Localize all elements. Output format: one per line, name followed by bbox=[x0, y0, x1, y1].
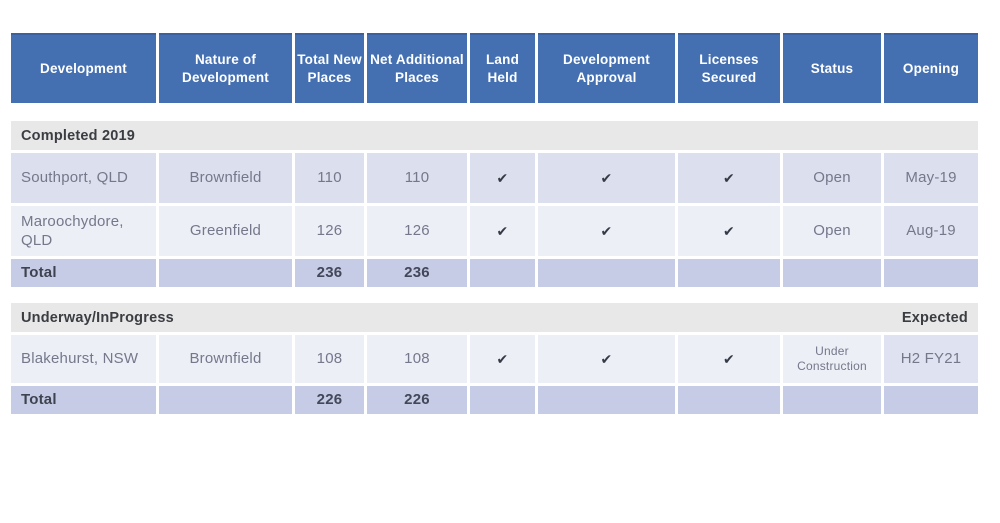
section-title-right: Expected bbox=[901, 309, 968, 326]
cell-development-approval bbox=[538, 335, 675, 383]
cell-land-held bbox=[470, 153, 535, 203]
section-title: Underway/InProgress bbox=[21, 309, 174, 326]
cell-empty bbox=[470, 386, 535, 414]
table-row-maroochydore bbox=[11, 206, 978, 256]
cell-empty bbox=[159, 386, 292, 414]
cell-licenses-secured bbox=[678, 206, 780, 256]
cell-development-approval bbox=[538, 153, 675, 203]
cell-total-new-places-total: 236 bbox=[295, 259, 364, 287]
check-icon: ✔ bbox=[723, 169, 735, 186]
cell-opening: May-19 bbox=[884, 153, 978, 203]
cell-total-new-places: 108 bbox=[295, 335, 364, 383]
check-icon: ✔ bbox=[496, 350, 509, 367]
cell-nature: Greenfield bbox=[159, 206, 292, 256]
header-cell-development: Development bbox=[11, 33, 156, 103]
header-cell-development-approval: Development Approval bbox=[538, 33, 675, 103]
cell-empty bbox=[538, 259, 675, 287]
cell-total-new-places: 110 bbox=[295, 153, 364, 203]
cell-development: Blakehurst, NSW bbox=[11, 335, 156, 383]
cell-total-new-places: 126 bbox=[295, 206, 364, 256]
header-cell-licenses-secured: Licenses Secured bbox=[678, 33, 780, 103]
check-icon: ✔ bbox=[496, 222, 509, 239]
header-cell-total-new-places: Total New Places bbox=[295, 33, 364, 103]
cell-empty bbox=[783, 386, 881, 414]
cell-licenses-secured bbox=[678, 335, 780, 383]
table-header-row bbox=[11, 33, 978, 103]
section-header-underway bbox=[11, 303, 978, 332]
section-title: Completed 2019 bbox=[21, 127, 136, 144]
cell-nature: Brownfield bbox=[159, 153, 292, 203]
cell-net-additional-places: 108 bbox=[367, 335, 467, 383]
table-row-southport bbox=[11, 153, 978, 203]
cell-empty bbox=[678, 386, 780, 414]
cell-total-label: Total bbox=[11, 386, 156, 414]
cell-total-new-places-total: 226 bbox=[295, 386, 364, 414]
cell-development: Southport, QLD bbox=[11, 153, 156, 203]
section-underway-inprogress bbox=[11, 303, 978, 414]
cell-status: Under Construction bbox=[783, 335, 881, 383]
cell-nature: Brownfield bbox=[159, 335, 292, 383]
check-icon: ✔ bbox=[600, 169, 613, 186]
development-pipeline-table bbox=[11, 33, 978, 417]
check-icon: ✔ bbox=[723, 222, 735, 239]
section-completed-2019 bbox=[11, 121, 978, 287]
total-row-underway bbox=[11, 386, 978, 414]
cell-net-additional-places: 126 bbox=[367, 206, 467, 256]
cell-opening: H2 FY21 bbox=[884, 335, 978, 383]
cell-net-additional-places-total: 226 bbox=[367, 386, 467, 414]
cell-empty bbox=[884, 259, 978, 287]
header-cell-net-additional-places: Net Additional Places bbox=[367, 33, 467, 103]
cell-empty bbox=[470, 259, 535, 287]
check-icon: ✔ bbox=[600, 222, 613, 239]
cell-net-additional-places-total: 236 bbox=[367, 259, 467, 287]
cell-opening: Aug-19 bbox=[884, 206, 978, 256]
check-icon: ✔ bbox=[723, 350, 735, 367]
cell-empty bbox=[159, 259, 292, 287]
section-header-completed-2019 bbox=[11, 121, 978, 150]
cell-licenses-secured bbox=[678, 153, 780, 203]
cell-total-label: Total bbox=[11, 259, 156, 287]
header-cell-land-held: Land Held bbox=[470, 33, 535, 103]
cell-development-approval bbox=[538, 206, 675, 256]
cell-empty bbox=[783, 259, 881, 287]
total-row-completed bbox=[11, 259, 978, 287]
cell-land-held bbox=[470, 335, 535, 383]
table-row-blakehurst bbox=[11, 335, 978, 383]
cell-empty bbox=[678, 259, 780, 287]
check-icon: ✔ bbox=[600, 350, 613, 367]
header-cell-nature: Nature of Development bbox=[159, 33, 292, 103]
cell-empty bbox=[538, 386, 675, 414]
cell-land-held bbox=[470, 206, 535, 256]
cell-status: Open bbox=[783, 206, 881, 256]
cell-empty bbox=[884, 386, 978, 414]
cell-development: Maroochydore, QLD bbox=[11, 206, 156, 256]
cell-status: Open bbox=[783, 153, 881, 203]
header-cell-status: Status bbox=[783, 33, 881, 103]
check-icon: ✔ bbox=[496, 169, 509, 186]
header-cell-opening: Opening bbox=[884, 33, 978, 103]
cell-net-additional-places: 110 bbox=[367, 153, 467, 203]
